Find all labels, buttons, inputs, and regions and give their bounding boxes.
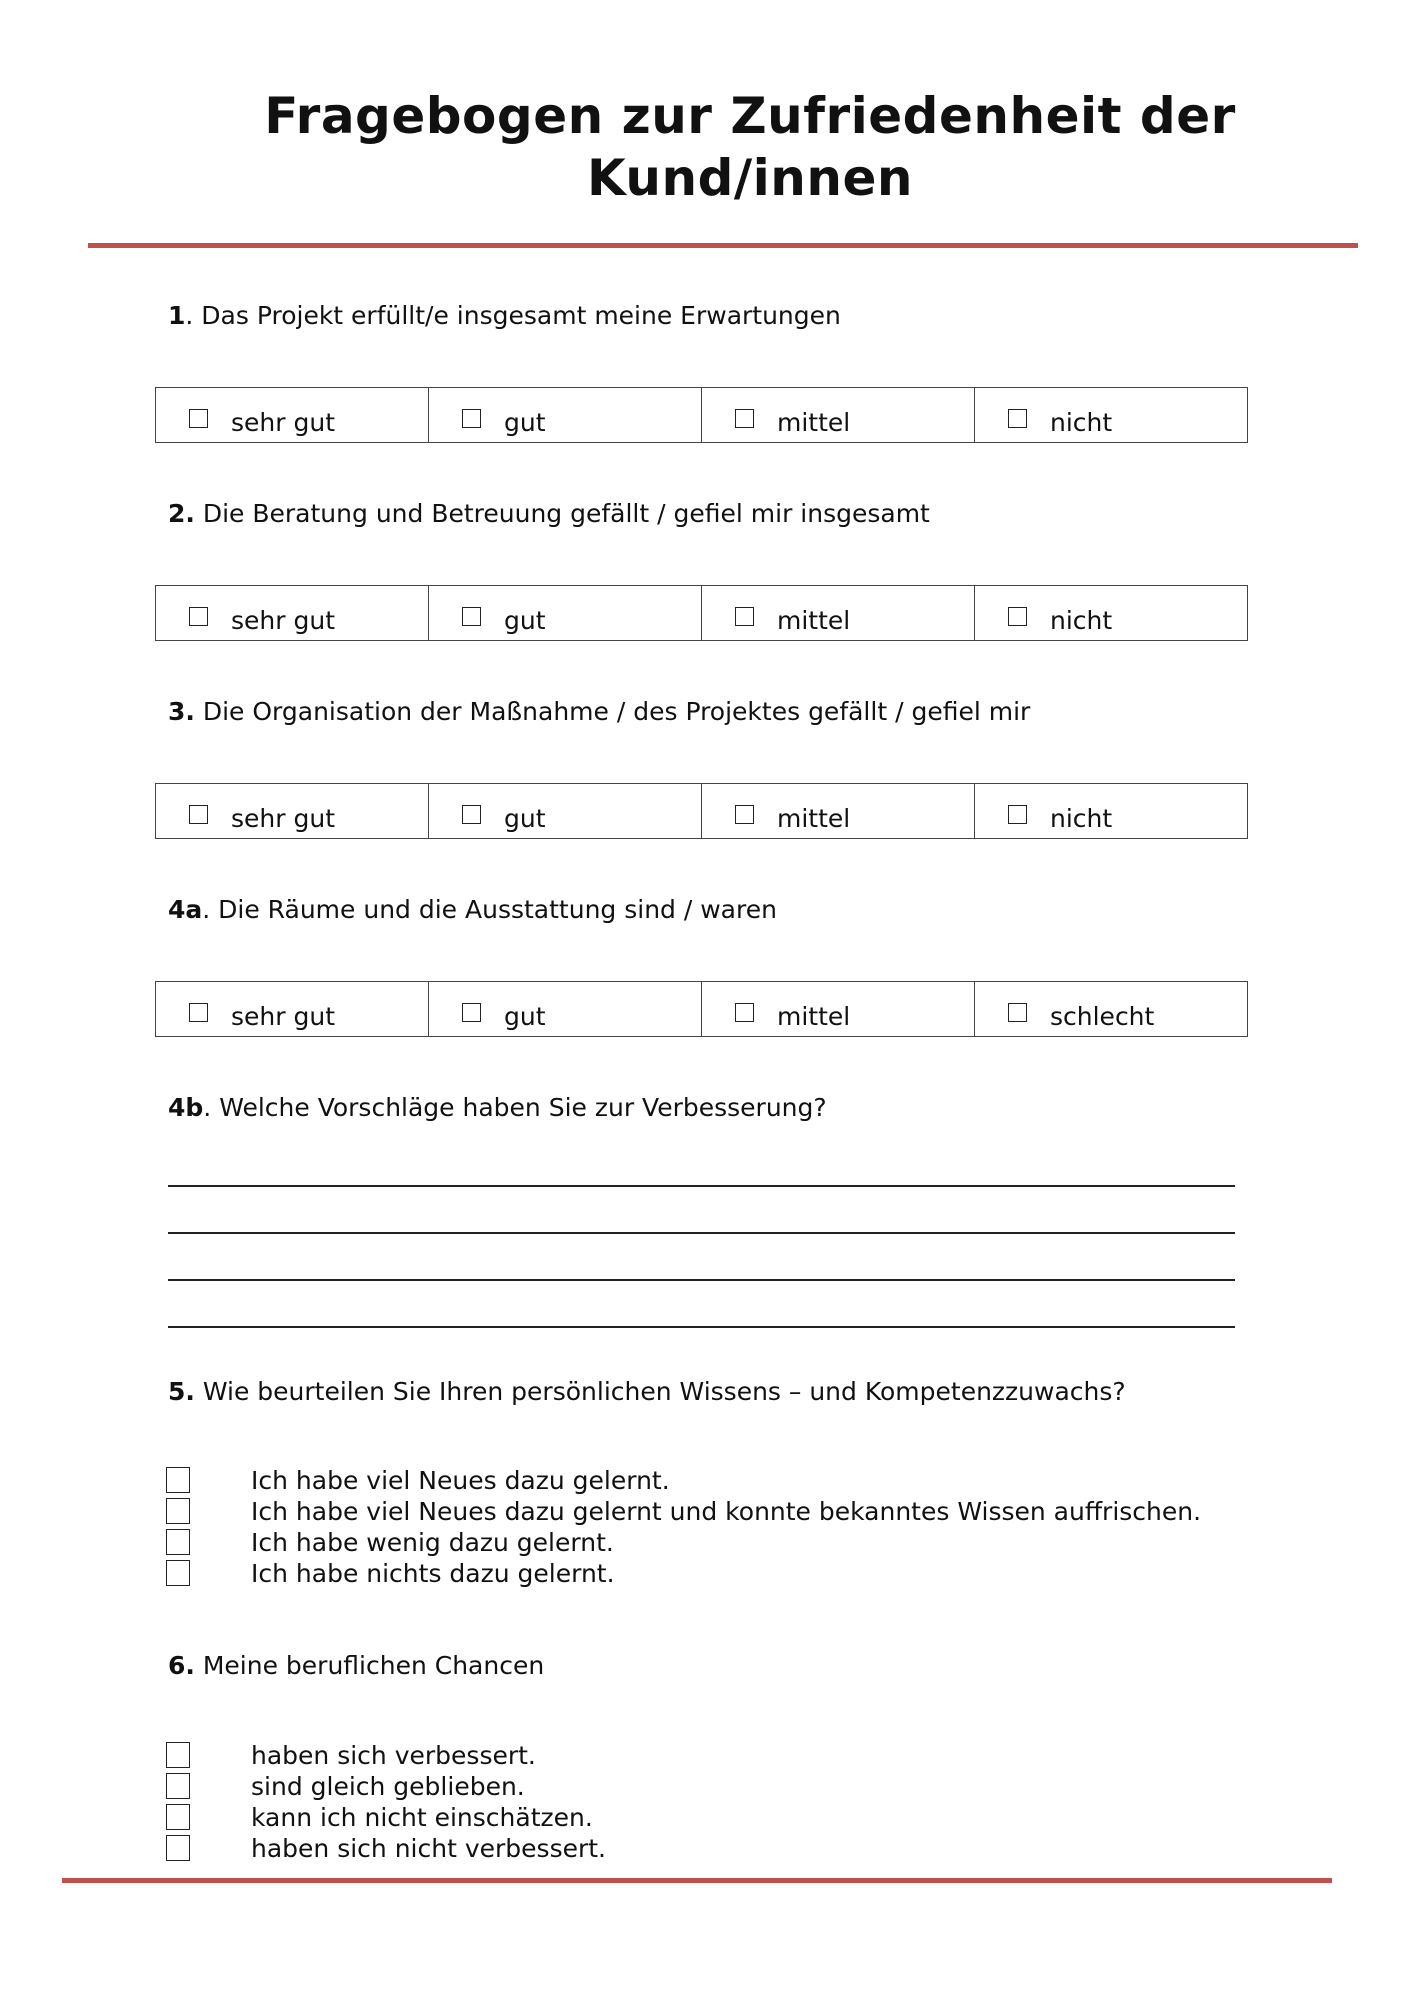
checkbox[interactable] [462,805,481,824]
checkbox[interactable] [166,1467,190,1493]
option-label: mittel [777,606,851,635]
option-label: haben sich verbessert. [251,1741,536,1770]
checkbox[interactable] [189,607,208,626]
rating-scale-q1 [155,387,1248,443]
checkbox[interactable] [735,607,754,626]
checkbox[interactable] [735,409,754,428]
list-item[interactable] [166,1771,1316,1802]
question-6 [168,1650,544,1682]
list-item[interactable] [166,1833,1316,1864]
option-gut[interactable] [429,982,702,1036]
list-item[interactable] [166,1496,1316,1527]
option-label: gut [504,408,546,437]
option-nicht[interactable] [975,586,1247,640]
checkbox[interactable] [166,1835,190,1861]
checkbox[interactable] [1008,1003,1027,1022]
option-label: nicht [1050,606,1113,635]
answer-line[interactable] [168,1185,1235,1187]
list-item[interactable] [166,1465,1316,1496]
question-text: . Das Projekt erfüllt/e insgesamt meine Erwartungen [185,301,841,330]
checkbox[interactable] [735,805,754,824]
checklist-q6 [166,1740,1316,1864]
rating-scale-q2 [155,585,1248,641]
rating-scale-q3 [155,783,1248,839]
option-label: mittel [777,1002,851,1031]
question-5 [168,1376,1126,1408]
title-line-1: Fragebogen zur Zufriedenheit der [264,87,1236,145]
checkbox[interactable] [462,1003,481,1022]
checkbox[interactable] [462,409,481,428]
option-schlecht[interactable] [975,982,1247,1036]
bottom-divider [62,1878,1332,1883]
checkbox[interactable] [1008,805,1027,824]
option-gut[interactable] [429,586,702,640]
option-label: nicht [1050,804,1113,833]
checkbox[interactable] [166,1773,190,1799]
question-text: Die Organisation der Maßnahme / des Projektes gefällt / gefiel mir [194,697,1031,726]
answer-line[interactable] [168,1326,1235,1328]
checkbox[interactable] [1008,607,1027,626]
checkbox[interactable] [735,1003,754,1022]
option-gut[interactable] [429,388,702,442]
option-mittel[interactable] [702,982,975,1036]
option-label: sind gleich geblieben. [251,1772,525,1801]
checkbox[interactable] [189,409,208,428]
question-number: 4b [168,1093,204,1122]
checklist-q5 [166,1465,1316,1589]
question-2 [168,498,930,530]
question-4b [168,1092,827,1124]
question-4a [168,894,777,926]
option-label: schlecht [1050,1002,1155,1031]
question-text: . Welche Vorschläge haben Sie zur Verbesserung? [203,1093,827,1122]
question-3 [168,696,1030,728]
option-nicht[interactable] [975,784,1247,838]
option-label: mittel [777,804,851,833]
option-label: gut [504,804,546,833]
answer-line[interactable] [168,1279,1235,1281]
list-item[interactable] [166,1740,1316,1771]
option-label: Ich habe viel Neues dazu gelernt und konnte bekanntes Wissen auffrischen. [251,1497,1202,1526]
rating-scale-q4a [155,981,1248,1037]
checkbox[interactable] [189,805,208,824]
question-text: Wie beurteilen Sie Ihren persönlichen Wissens – und Kompetenzzuwachs? [194,1377,1126,1406]
option-label: gut [504,606,546,635]
option-mittel[interactable] [702,784,975,838]
question-text: Meine beruflichen Chancen [194,1651,545,1680]
list-item[interactable] [166,1558,1316,1589]
option-nicht[interactable] [975,388,1247,442]
option-label: haben sich nicht verbessert. [251,1834,607,1863]
option-sehr-gut[interactable] [156,784,429,838]
top-divider [88,243,1358,248]
option-mittel[interactable] [702,388,975,442]
list-item[interactable] [166,1527,1316,1558]
question-number: 3. [168,697,195,726]
option-sehr-gut[interactable] [156,982,429,1036]
option-label: gut [504,1002,546,1031]
checkbox[interactable] [166,1498,190,1524]
option-label: Ich habe viel Neues dazu gelernt. [251,1466,670,1495]
question-number: 4a [168,895,203,924]
option-label: sehr gut [231,804,335,833]
question-number: 2. [168,499,195,528]
option-label: Ich habe nichts dazu gelernt. [251,1559,615,1588]
option-sehr-gut[interactable] [156,388,429,442]
checkbox[interactable] [1008,409,1027,428]
list-item[interactable] [166,1802,1316,1833]
question-number: 5. [168,1377,195,1406]
option-label: sehr gut [231,408,335,437]
checkbox[interactable] [462,607,481,626]
question-text: Die Beratung und Betreuung gefällt / gefiel mir insgesamt [194,499,930,528]
option-gut[interactable] [429,784,702,838]
option-label: sehr gut [231,606,335,635]
question-number: 1 [168,301,186,330]
title-line-2: Kund/innen [587,149,913,207]
question-1 [168,300,841,332]
option-label: kann ich nicht einschätzen. [251,1803,593,1832]
checkbox[interactable] [166,1529,190,1555]
option-mittel[interactable] [702,586,975,640]
option-label: mittel [777,408,851,437]
option-label: Ich habe wenig dazu gelernt. [251,1528,614,1557]
question-number: 6. [168,1651,195,1680]
checkbox[interactable] [166,1560,190,1586]
question-text: . Die Räume und die Ausstattung sind / waren [202,895,777,924]
page-title [100,85,1400,209]
option-label: sehr gut [231,1002,335,1031]
answer-line[interactable] [168,1232,1235,1234]
option-sehr-gut[interactable] [156,586,429,640]
checkbox[interactable] [166,1804,190,1830]
option-label: nicht [1050,408,1113,437]
checkbox[interactable] [189,1003,208,1022]
checkbox[interactable] [166,1742,190,1768]
